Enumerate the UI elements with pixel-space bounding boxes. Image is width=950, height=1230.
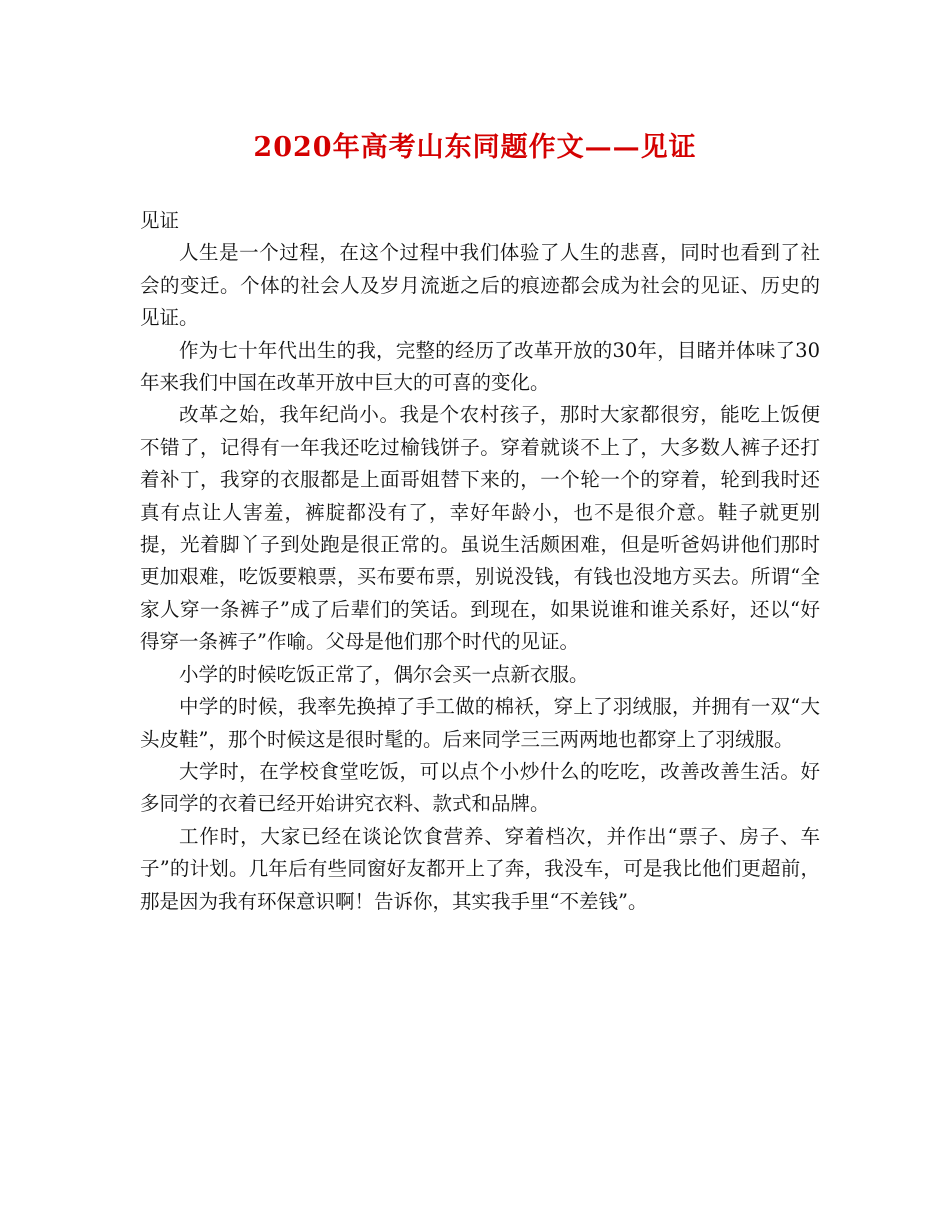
paragraph: 工作时，大家已经在谈论饮食营养、穿着档次，并作出“票子、房子、车子”的计划。几年后有些同窗好友都开上了奔，我没车，可是我比他们更超前，那是因为我有环保意识啊！告诉你，其实我手里“不差钱”。 xyxy=(140,824,820,913)
paragraph: 小学的时候吃饭正常了，偶尔会买一点新衣服。 xyxy=(179,662,589,686)
essay-subtitle: 见证 xyxy=(140,209,180,232)
paragraph: 大学时，在学校食堂吃饭，可以点个小炒什么的吃吃，改善改善生活。好多同学的衣着已经开始讲究衣料、款式和品牌。 xyxy=(140,759,820,816)
document-body xyxy=(140,205,820,918)
paragraph: 作为七十年代出生的我，完整的经历了改革开放的30年，目睹并体味了30年来我们中国在改革开放中巨大的可喜的变化。 xyxy=(140,338,820,395)
document-title: 2020年高考山东同题作文——见证 xyxy=(253,132,697,163)
paragraph: 中学的时候，我率先换掉了手工做的棉袄，穿上了羽绒服，并拥有一双“大头皮鞋”，那个时候这是很时髦的。后来同学三三两两地也都穿上了羽绒服。 xyxy=(140,695,820,751)
paragraph: 人生是一个过程，在这个过程中我们体验了人生的悲喜，同时也看到了社会的变迁。个体的社会人及岁月流逝之后的痕迹都会成为社会的见证、历史的见证。 xyxy=(140,241,820,330)
paragraph: 改革之始，我年纪尚小。我是个农村孩子，那时大家都很穷，能吃上饭便不错了，记得有一年我还吃过榆钱饼子。穿着就谈不上了，大多数人裤子还打着补丁，我穿的衣服都是上面哥姐替下来的，一个轮一个的穿着，轮到我时还真有点让人害羞，裤腚都没有了，幸好年龄小，也不是很介意。鞋子就更别提，光着脚丫子到处跑是很正常的。虽说生活颇困难，但是听爸妈讲他们那时更加艰难，吃饭要粮票，买布要布票，别说没钱，有钱也没地方买去。所谓“全家人穿一条裤子”成了后辈们的笑话。到现在，如果说谁和谁关系好，还以“好得穿一条裤子”作喻。父母是他们那个时代的见证。 xyxy=(140,403,820,654)
